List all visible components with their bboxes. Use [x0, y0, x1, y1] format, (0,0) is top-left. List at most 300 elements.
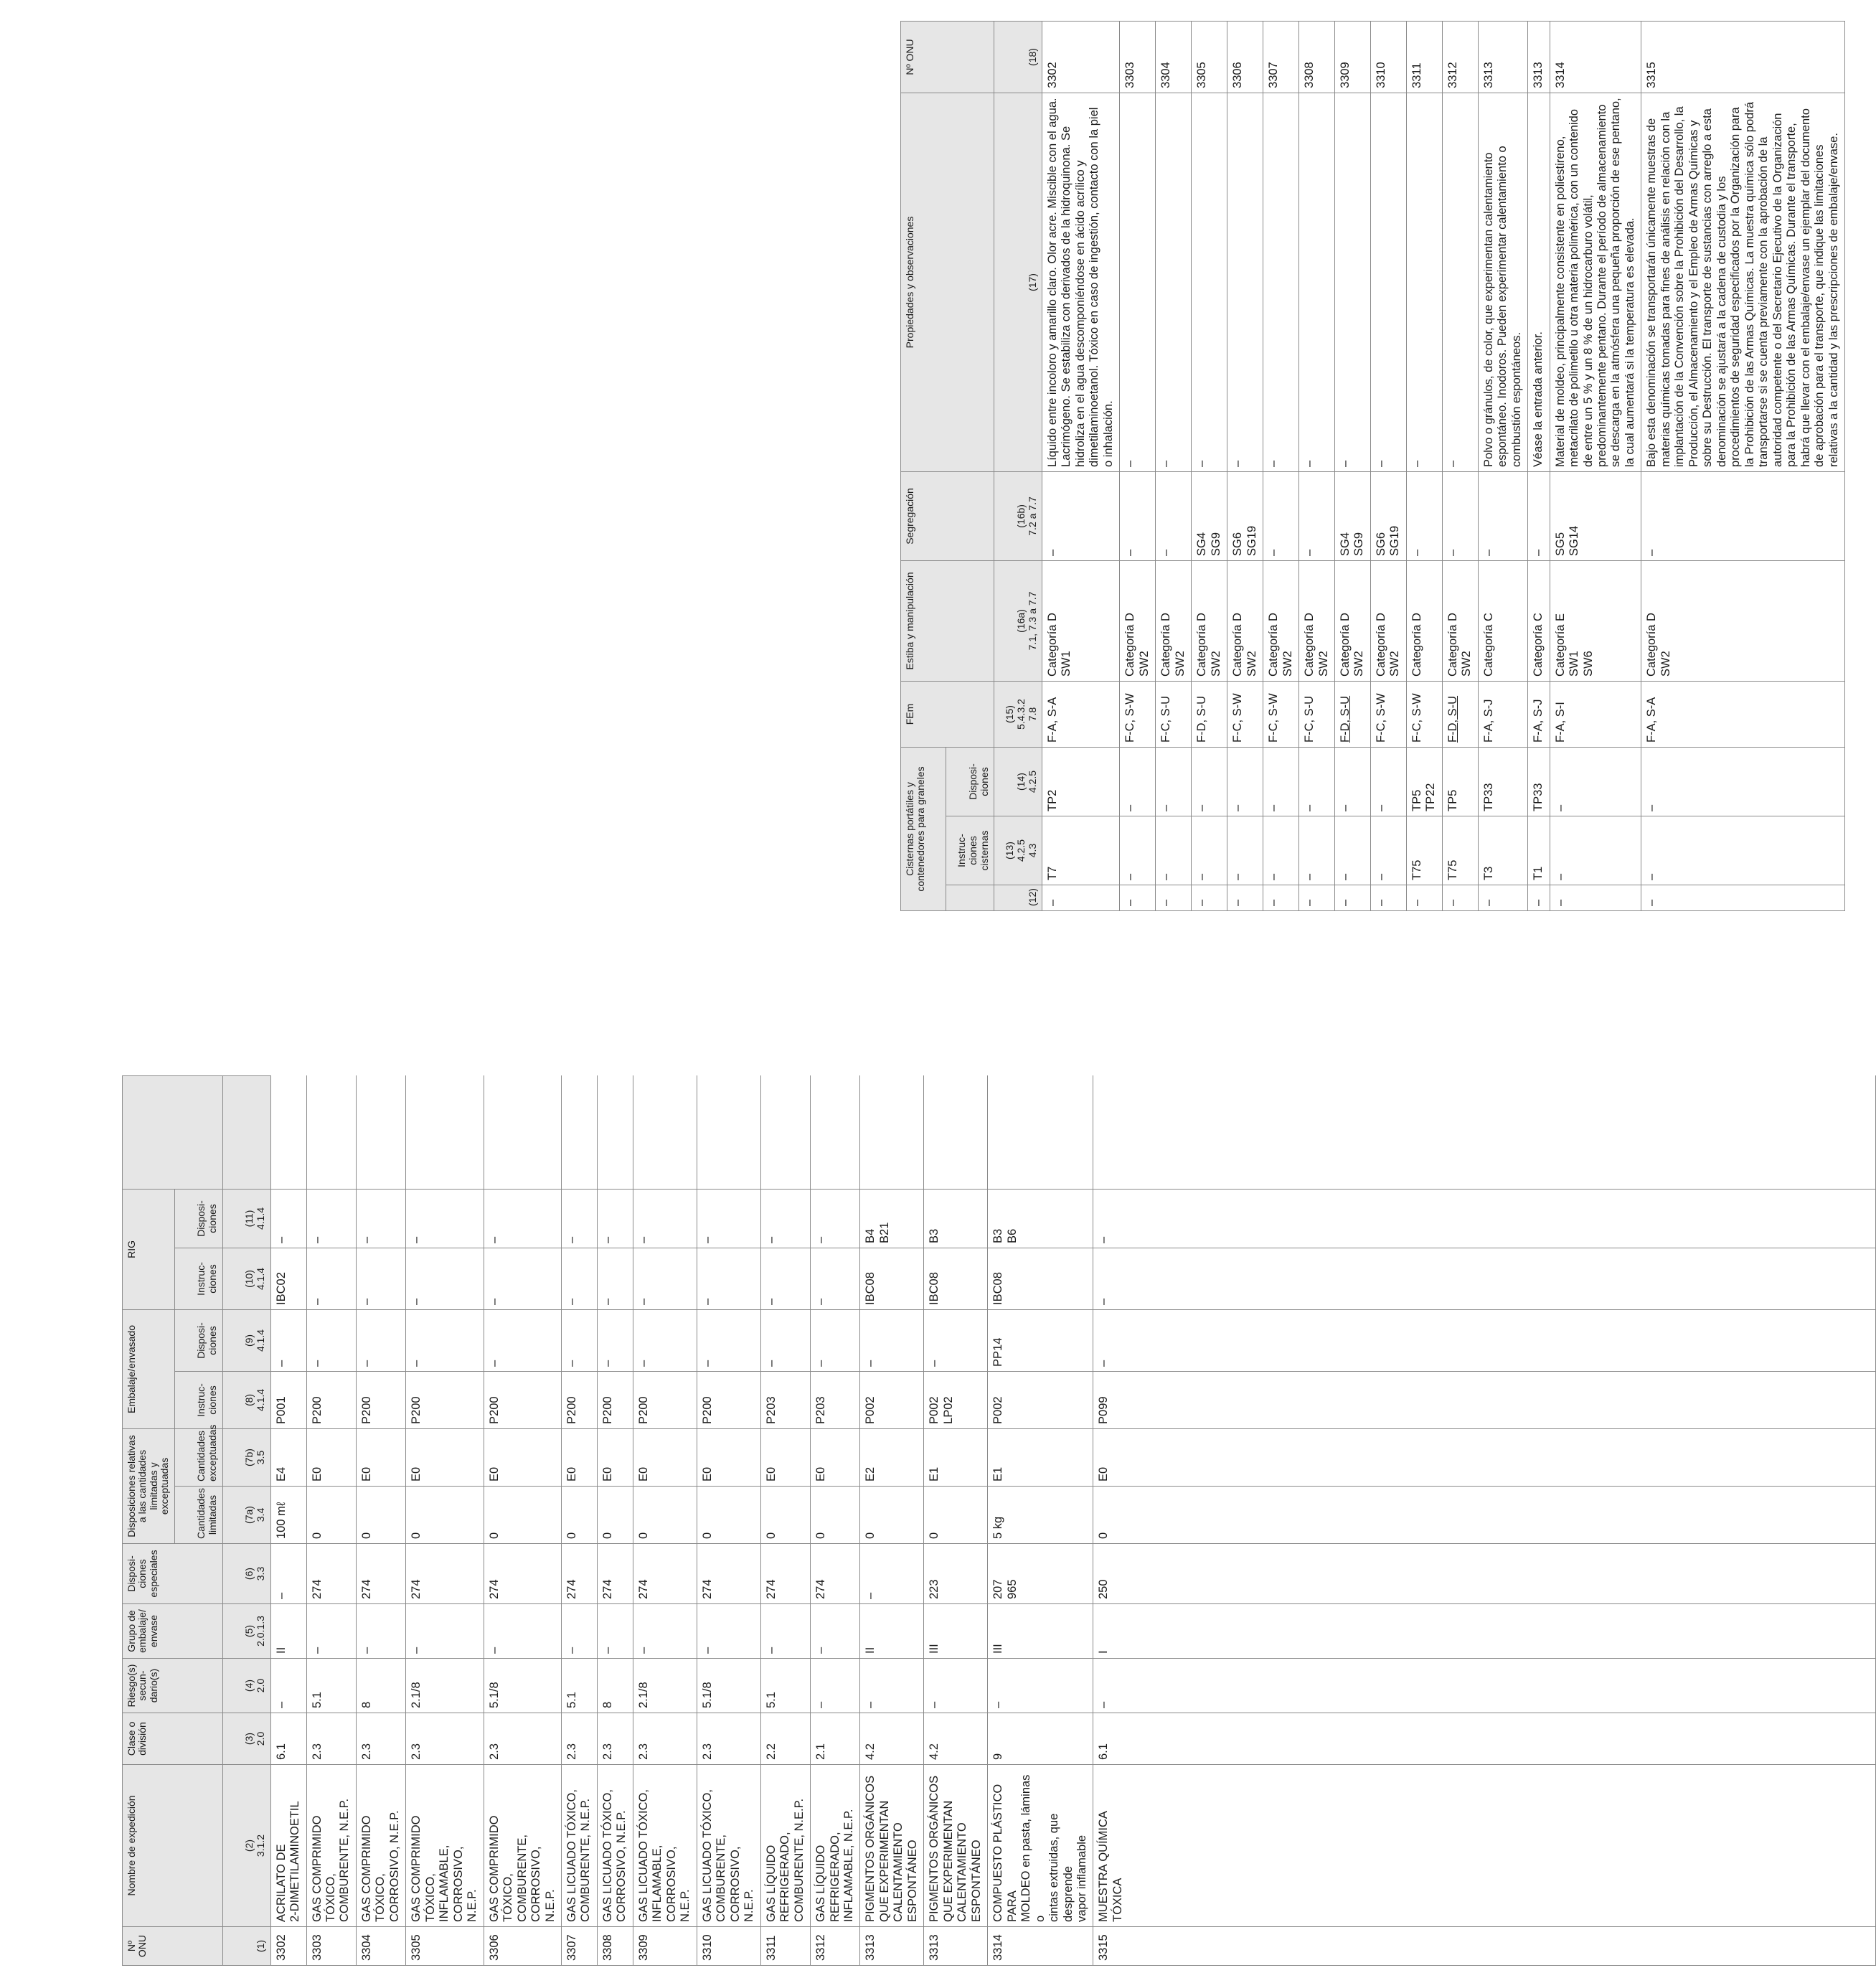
- cell-shipping-name: GAS LICUADO TÓXICO, CORROSIVO, N.E.P.: [597, 1765, 633, 1927]
- cell-shipping-name: GAS COMPRIMIDO TÓXICO, COMBURENTE, N.E.P.: [306, 1765, 356, 1927]
- cell-col12: –: [1192, 885, 1227, 911]
- cell-stowage: Categoría E SW1 SW6: [1550, 560, 1641, 681]
- header-un-number: Nº ONU: [123, 1927, 223, 1966]
- cell-col12: –: [1370, 885, 1406, 911]
- cell-special-provisions: 274: [697, 1544, 760, 1604]
- cell-properties: –: [1120, 93, 1156, 471]
- cell-packing-provision: –: [562, 1309, 598, 1371]
- cell-special-provisions: 274: [597, 1544, 633, 1604]
- cell-segregation: SG4 SG9: [1334, 471, 1370, 560]
- cell-subsidiary-risk: 2.1/8: [406, 1659, 484, 1713]
- cell-packing-instruction: P200: [484, 1371, 561, 1428]
- cell-shipping-name: GAS LICUADO TÓXICO, INFLAMABLE, CORROSIVO, N.E.P.: [633, 1765, 697, 1927]
- cell-excepted-quantity: E0: [697, 1428, 760, 1486]
- cell-packing-group: –: [306, 1604, 356, 1659]
- table-row: [484, 1075, 561, 1965]
- cell-packing-provision: –: [270, 1309, 306, 1371]
- cell-stowage: Categoría C: [1478, 560, 1527, 681]
- header-packing-group: Grupo de embalaje/ envase: [123, 1604, 223, 1659]
- cell-ibc-provision: B3: [924, 1189, 988, 1248]
- cell-class: 2.3: [484, 1713, 561, 1765]
- cell-col12: –: [1406, 885, 1442, 911]
- header-ibc-provisions: Disposi- ciones: [174, 1189, 222, 1248]
- cell-stowage: Categoría D: [1406, 560, 1442, 681]
- cell-subsidiary-risk: 5.1/8: [697, 1659, 760, 1713]
- cell-packing-group: –: [562, 1604, 598, 1659]
- cell-ems: F-C, S-U: [1156, 681, 1192, 747]
- cell-ibc-instruction: –: [811, 1248, 860, 1309]
- cell-ibc-instruction: IBC08: [924, 1248, 988, 1309]
- cell-packing-provision: –: [633, 1309, 697, 1371]
- cell-properties: –: [1334, 93, 1370, 471]
- cell-ems: F-D, S-U: [1192, 681, 1227, 747]
- cell-segregation: SG6 SG19: [1370, 471, 1406, 560]
- table-row: [1442, 21, 1478, 910]
- header-filler: [123, 1075, 223, 1189]
- cell-packing-instruction: P200: [597, 1371, 633, 1428]
- cell-excepted-quantity: E0: [484, 1428, 561, 1486]
- cell-tank-instruction: –: [1227, 816, 1263, 885]
- cell-limited-quantity: 0: [860, 1487, 924, 1544]
- cell-un-number: 3314: [1550, 21, 1641, 93]
- cell-packing-instruction: P200: [306, 1371, 356, 1428]
- cell-shipping-name: GAS COMPRIMIDO TÓXICO, INFLAMABLE, CORROSIVO, N.E.P.: [406, 1765, 484, 1927]
- cell-packing-provision: –: [597, 1309, 633, 1371]
- column-ref: (8) 4.1.4: [222, 1371, 270, 1428]
- dangerous-goods-table-left: [122, 1075, 1876, 1966]
- cell-special-provisions: 207 965: [988, 1544, 1093, 1604]
- cell-special-provisions: 274: [562, 1544, 598, 1604]
- cell-col12: –: [1227, 885, 1263, 911]
- table-row: [697, 1075, 760, 1965]
- cell-col12: –: [1299, 885, 1335, 911]
- cell-excepted-quantity: E1: [924, 1428, 988, 1486]
- cell-class: 9: [988, 1713, 1093, 1765]
- table-row: [860, 1075, 924, 1965]
- header-properties: Propiedades y observaciones: [901, 93, 994, 471]
- table-row: [1227, 21, 1263, 910]
- header-portable-tanks: Cisternas portátiles y contenedores para graneles: [901, 747, 946, 910]
- cell-limited-quantity: 0: [924, 1487, 988, 1544]
- cell-ibc-provision: –: [1093, 1189, 1876, 1248]
- cell-segregation: –: [1528, 471, 1550, 560]
- cell-packing-instruction: P203: [811, 1371, 860, 1428]
- cell-packing-group: II: [860, 1604, 924, 1659]
- cell-packing-group: III: [988, 1604, 1093, 1659]
- cell-ibc-instruction: –: [406, 1248, 484, 1309]
- cell-ibc-instruction: IBC08: [860, 1248, 924, 1309]
- cell-ibc-provision: –: [562, 1189, 598, 1248]
- cell-packing-provision: PP14: [988, 1309, 1093, 1371]
- cell-packing-provision: –: [484, 1309, 561, 1371]
- cell-properties: –: [1156, 93, 1192, 471]
- cell-col12: –: [1334, 885, 1370, 911]
- cell-ibc-instruction: –: [562, 1248, 598, 1309]
- cell-subsidiary-risk: –: [1093, 1659, 1876, 1713]
- cell-col12: –: [1528, 885, 1550, 911]
- cell-ibc-instruction: –: [1093, 1248, 1876, 1309]
- cell-packing-group: –: [811, 1604, 860, 1659]
- cell-class: 2.3: [597, 1713, 633, 1765]
- cell-ibc-provision: –: [697, 1189, 760, 1248]
- cell-subsidiary-risk: 5.1: [760, 1659, 810, 1713]
- cell-class: 2.3: [306, 1713, 356, 1765]
- cell-class: 2.3: [406, 1713, 484, 1765]
- cell-col12: –: [1263, 885, 1299, 911]
- cell-tank-provision: –: [1192, 747, 1227, 816]
- cell-tank-provision: –: [1370, 747, 1406, 816]
- cell-segregation: –: [1406, 471, 1442, 560]
- cell-special-provisions: –: [860, 1544, 924, 1604]
- cell-un-number: 3305: [1192, 21, 1227, 93]
- cell-stowage: Categoría D SW2: [1442, 560, 1478, 681]
- cell-ibc-instruction: –: [597, 1248, 633, 1309]
- table-row: [1641, 21, 1845, 910]
- cell-un-number: 3313: [1528, 21, 1550, 93]
- cell-stowage: Categoría C: [1528, 560, 1550, 681]
- cell-properties: Bajo esta denominación se transportarán únicamente muestras de materias químicas tomadas para fines de análisis en relación con la implantación de la Convención sobre la Prohibición del Desarrollo, la Producción, el Almacenamiento y el Empleo de Armas Químicas y sobre su Destrucción. El transporte de sustancias con arreglo a esta denominación se ajustará a la cadena de custodia y los procedimientos de seguridad especificados por la Organización para la Prohibición de las Armas Químicas. La muestra química sólo podrá transportarse si se cuenta previamente con la aprobación de la autoridad competente o del Secretario Ejecutivo de la Organización para la Prohibición de las Armas Químicas. Durante el transporte, habrá que llevar con el embalaje/envase un ejemplar del documento de aprobación para el transporte, que indique las limitaciones relativas a la cantidad y las prescripciones de embalaje/envase.: [1641, 93, 1845, 471]
- table-row: [1334, 21, 1370, 910]
- cell-stowage: Categoría D SW2: [1227, 560, 1263, 681]
- cell-stowage: Categoría D SW2: [1370, 560, 1406, 681]
- cell-shipping-name: GAS LICUADO TÓXICO, COMBURENTE, CORROSIVO, N.E.P.: [697, 1765, 760, 1927]
- column-ref: (7b) 3.5: [222, 1428, 270, 1486]
- table-row: [1370, 21, 1406, 910]
- cell-class: 6.1: [1093, 1713, 1876, 1765]
- cell-stowage: Categoría D SW2: [1263, 560, 1299, 681]
- cell-tank-instruction: –: [1120, 816, 1156, 885]
- cell-tank-instruction: –: [1370, 816, 1406, 885]
- cell-limited-quantity: 0: [562, 1487, 598, 1544]
- table-row: [270, 1075, 306, 1965]
- cell-tank-instruction: –: [1299, 816, 1335, 885]
- cell-ibc-provision: –: [406, 1189, 484, 1248]
- cell-tank-instruction: T75: [1442, 816, 1478, 885]
- cell-tank-provision: –: [1550, 747, 1641, 816]
- cell-special-provisions: 250: [1093, 1544, 1876, 1604]
- cell-properties: –: [1227, 93, 1263, 471]
- cell-packing-instruction: P200: [697, 1371, 760, 1428]
- cell-excepted-quantity: E4: [270, 1428, 306, 1486]
- cell-subsidiary-risk: 8: [356, 1659, 405, 1713]
- cell-subsidiary-risk: –: [860, 1659, 924, 1713]
- cell-tank-instruction: T1: [1528, 816, 1550, 885]
- cell-ibc-provision: –: [633, 1189, 697, 1248]
- cell-col12: –: [1120, 885, 1156, 911]
- header-tank-instructions: Instruc- ciones cisternas: [946, 816, 994, 885]
- cell-properties: –: [1299, 93, 1335, 471]
- cell-limited-quantity: 0: [484, 1487, 561, 1544]
- cell-un-number: 3313: [924, 1927, 988, 1966]
- table-row: [1478, 21, 1527, 910]
- table-row: [1550, 21, 1641, 910]
- header-subsidiary-risk: Riesgo(s) secun- dario(s): [123, 1659, 223, 1713]
- table-row: [1406, 21, 1442, 910]
- cell-filler: [633, 1075, 697, 1189]
- cell-un-number: 3302: [270, 1927, 306, 1966]
- cell-ibc-provision: –: [356, 1189, 405, 1248]
- cell-class: 6.1: [270, 1713, 306, 1765]
- cell-segregation: –: [1156, 471, 1192, 560]
- cell-limited-quantity: 0: [811, 1487, 860, 1544]
- cell-un-number: 3306: [1227, 21, 1263, 93]
- cell-stowage: Categoría D SW2: [1334, 560, 1370, 681]
- header-excepted-quantities: Cantidades exceptuadas: [174, 1428, 222, 1486]
- cell-limited-quantity: 0: [597, 1487, 633, 1544]
- table-row: [562, 1075, 598, 1965]
- cell-ems: F-A, S-A: [1042, 681, 1120, 747]
- cell-un-number: 3304: [1156, 21, 1192, 93]
- header-class: Clase o división: [123, 1713, 223, 1765]
- cell-tank-provision: TP5 TP22: [1406, 747, 1442, 816]
- header-packing-provisions: Disposi- ciones: [174, 1309, 222, 1371]
- cell-col12: –: [1442, 885, 1478, 911]
- cell-packing-provision: –: [406, 1309, 484, 1371]
- cell-un-number: 3311: [1406, 21, 1442, 93]
- cell-ibc-instruction: IBC08: [988, 1248, 1093, 1309]
- column-ref: (3) 2.0: [222, 1713, 270, 1765]
- cell-segregation: –: [1641, 471, 1845, 560]
- cell-filler: [306, 1075, 356, 1189]
- cell-limited-quantity: 0: [356, 1487, 405, 1544]
- cell-filler: [270, 1075, 306, 1189]
- cell-ibc-provision: –: [484, 1189, 561, 1248]
- table-row: [633, 1075, 697, 1965]
- cell-tank-provision: –: [1641, 747, 1845, 816]
- cell-un-number: 3305: [406, 1927, 484, 1966]
- header-col12: [946, 885, 994, 911]
- column-ref: (2) 3.1.2: [222, 1765, 270, 1927]
- cell-special-provisions: 274: [406, 1544, 484, 1604]
- cell-excepted-quantity: E0: [306, 1428, 356, 1486]
- cell-un-number: 3307: [562, 1927, 598, 1966]
- column-ref: (9) 4.1.4: [222, 1309, 270, 1371]
- table-row: [1156, 21, 1192, 910]
- cell-ems: F-C, S-W: [1370, 681, 1406, 747]
- cell-un-number: 3302: [1042, 21, 1120, 93]
- cell-packing-group: II: [270, 1604, 306, 1659]
- cell-ems: F-C, S-U: [1299, 681, 1335, 747]
- cell-filler: [356, 1075, 405, 1189]
- cell-class: 4.2: [924, 1713, 988, 1765]
- table-row: [1192, 21, 1227, 910]
- cell-stowage: Categoría D SW2: [1120, 560, 1156, 681]
- cell-excepted-quantity: E0: [562, 1428, 598, 1486]
- cell-ibc-provision: –: [270, 1189, 306, 1248]
- cell-class: 2.1: [811, 1713, 860, 1765]
- cell-filler: [597, 1075, 633, 1189]
- cell-stowage: Categoría D SW2: [1192, 560, 1227, 681]
- cell-packing-instruction: P002: [860, 1371, 924, 1428]
- cell-excepted-quantity: E1: [988, 1428, 1093, 1486]
- cell-limited-quantity: 100 mℓ: [270, 1487, 306, 1544]
- cell-ems: F-C, S-W: [1120, 681, 1156, 747]
- cell-shipping-name: PIGMENTOS ORGÁNICOS QUE EXPERIMENTAN CALENTAMIENTO ESPONTÁNEO: [924, 1765, 988, 1927]
- column-ref: (16b) 7.2 a 7.7: [994, 471, 1042, 560]
- cell-un-number: 3310: [697, 1927, 760, 1966]
- cell-subsidiary-risk: 5.1: [306, 1659, 356, 1713]
- cell-ibc-provision: B4 B21: [860, 1189, 924, 1248]
- cell-packing-provision: –: [306, 1309, 356, 1371]
- cell-ibc-instruction: –: [306, 1248, 356, 1309]
- cell-ibc-provision: –: [760, 1189, 810, 1248]
- column-ref: (10) 4.1.4: [222, 1248, 270, 1309]
- cell-tank-provision: TP33: [1528, 747, 1550, 816]
- cell-excepted-quantity: E0: [1093, 1428, 1876, 1486]
- cell-un-number: 3313: [1478, 21, 1527, 93]
- column-ref: (15) 5.4.3.2 7.8: [994, 681, 1042, 747]
- cell-packing-provision: –: [811, 1309, 860, 1371]
- column-ref: (1): [222, 1927, 270, 1966]
- cell-excepted-quantity: E0: [356, 1428, 405, 1486]
- cell-special-provisions: 274: [760, 1544, 810, 1604]
- table-row: [406, 1075, 484, 1965]
- cell-properties: Material de moldeo, principalmente consistente en poliestireno, metacrilato de polimetilo u otra materia polimérica, con un contenido de entre un 5 % y un 8 % de un hidrocarburo volátil, predominantemente pentano. Durante el período de almacenamiento se descarga en la atmósfera una pequeña proporción de ese pentano, la cual aumentará si la temperatura es elevada.: [1550, 93, 1641, 471]
- cell-packing-provision: –: [356, 1309, 405, 1371]
- cell-limited-quantity: 0: [406, 1487, 484, 1544]
- cell-subsidiary-risk: 8: [597, 1659, 633, 1713]
- column-reference-row-right: [994, 21, 1042, 910]
- cell-ems: F-C, S-W: [1263, 681, 1299, 747]
- table-row: [988, 1075, 1093, 1965]
- cell-filler: [924, 1075, 988, 1189]
- cell-ibc-instruction: –: [697, 1248, 760, 1309]
- cell-shipping-name: MUESTRA QUÍMICA TÓXICA: [1093, 1765, 1876, 1927]
- cell-tank-provision: TP33: [1478, 747, 1527, 816]
- cell-subsidiary-risk: –: [270, 1659, 306, 1713]
- cell-tank-provision: –: [1334, 747, 1370, 816]
- cell-col12: –: [1042, 885, 1120, 911]
- column-ref: (6) 3.3: [222, 1544, 270, 1604]
- cell-filler: [484, 1075, 561, 1189]
- cell-un-number: 3303: [306, 1927, 356, 1966]
- cell-segregation: –: [1442, 471, 1478, 560]
- cell-shipping-name: COMPUESTO PLÁSTICO PARA MOLDEO en pasta, láminas o cintas extruidas, que desprende vapor inflamable: [988, 1765, 1093, 1927]
- cell-un-number: 3312: [811, 1927, 860, 1966]
- cell-packing-instruction: P099: [1093, 1371, 1876, 1428]
- cell-segregation: –: [1299, 471, 1335, 560]
- cell-ibc-instruction: –: [760, 1248, 810, 1309]
- cell-properties: –: [1442, 93, 1478, 471]
- cell-limited-quantity: 0: [306, 1487, 356, 1544]
- cell-special-provisions: –: [270, 1544, 306, 1604]
- cell-stowage: Categoría D SW2: [1299, 560, 1335, 681]
- cell-packing-group: –: [760, 1604, 810, 1659]
- cell-stowage: Categoría D SW1: [1042, 560, 1120, 681]
- cell-shipping-name: GAS LICUADO TÓXICO, COMBURENTE, N.E.P.: [562, 1765, 598, 1927]
- cell-tank-instruction: T75: [1406, 816, 1442, 885]
- cell-tank-instruction: –: [1263, 816, 1299, 885]
- cell-special-provisions: 223: [924, 1544, 988, 1604]
- cell-ems: F-A, S-I: [1550, 681, 1641, 747]
- table-row: [811, 1075, 860, 1965]
- cell-un-number: 3313: [860, 1927, 924, 1966]
- header-un-number-right: Nº ONU: [901, 21, 994, 93]
- cell-filler: [988, 1075, 1093, 1189]
- cell-un-number: 3304: [356, 1927, 405, 1966]
- cell-shipping-name: GAS LÍQUIDO REFRIGERADO, INFLAMABLE, N.E.P.: [811, 1765, 860, 1927]
- table-row: [924, 1075, 988, 1965]
- cell-tank-provision: –: [1156, 747, 1192, 816]
- cell-subsidiary-risk: –: [988, 1659, 1093, 1713]
- cell-limited-quantity: 0: [697, 1487, 760, 1544]
- cell-ems: F-A, S-J: [1528, 681, 1550, 747]
- table-row: [1042, 21, 1120, 910]
- column-ref: (17): [994, 93, 1042, 471]
- cell-un-number: 3315: [1093, 1927, 1876, 1966]
- cell-class: 4.2: [860, 1713, 924, 1765]
- cell-shipping-name: GAS LÍQUIDO REFRIGERADO, COMBURENTE, N.E.P.: [760, 1765, 810, 1927]
- cell-packing-instruction: P203: [760, 1371, 810, 1428]
- cell-subsidiary-risk: –: [811, 1659, 860, 1713]
- column-ref: (5) 2.0.1.3: [222, 1604, 270, 1659]
- cell-properties: Véase la entrada anterior.: [1528, 93, 1550, 471]
- cell-segregation: –: [1120, 471, 1156, 560]
- cell-ems: F-A, S-J: [1478, 681, 1527, 747]
- cell-segregation: SG4 SG9: [1192, 471, 1227, 560]
- column-ref: (13) 4.2.5 4.3: [994, 816, 1042, 885]
- header-ibc-instructions: Instruc- ciones: [174, 1248, 222, 1309]
- cell-class: 2.3: [562, 1713, 598, 1765]
- cell-packing-instruction: P001: [270, 1371, 306, 1428]
- cell-properties: –: [1370, 93, 1406, 471]
- cell-excepted-quantity: E0: [760, 1428, 810, 1486]
- cell-un-number: 3311: [760, 1927, 810, 1966]
- header-tank-provisions: Disposi- ciones: [946, 747, 994, 816]
- cell-excepted-quantity: E0: [406, 1428, 484, 1486]
- cell-filler: [760, 1075, 810, 1189]
- cell-class: 2.3: [633, 1713, 697, 1765]
- cell-properties: –: [1406, 93, 1442, 471]
- cell-shipping-name: GAS COMPRIMIDO TÓXICO, COMBURENTE, CORROSIVO, N.E.P.: [484, 1765, 561, 1927]
- column-ref: (7a) 3.4: [222, 1487, 270, 1544]
- cell-ems: F-C, S-W: [1406, 681, 1442, 747]
- cell-segregation: SG5 SG14: [1550, 471, 1641, 560]
- table-row: [1263, 21, 1299, 910]
- cell-ibc-provision: –: [306, 1189, 356, 1248]
- cell-class: 2.3: [356, 1713, 405, 1765]
- cell-tank-instruction: T3: [1478, 816, 1527, 885]
- cell-special-provisions: 274: [484, 1544, 561, 1604]
- cell-ibc-instruction: –: [356, 1248, 405, 1309]
- cell-un-number: 3309: [1334, 21, 1370, 93]
- cell-limited-quantity: 5 kg: [988, 1487, 1093, 1544]
- table-row: [760, 1075, 810, 1965]
- cell-ems: F-D, S-U: [1334, 681, 1370, 747]
- cell-excepted-quantity: E0: [811, 1428, 860, 1486]
- cell-subsidiary-risk: 5.1/8: [484, 1659, 561, 1713]
- cell-tank-instruction: T7: [1042, 816, 1120, 885]
- cell-packing-instruction: P200: [406, 1371, 484, 1428]
- cell-un-number: 3315: [1641, 21, 1845, 93]
- cell-excepted-quantity: E2: [860, 1428, 924, 1486]
- table-row: [597, 1075, 633, 1965]
- cell-shipping-name: PIGMENTOS ORGÁNICOS QUE EXPERIMENTAN CALENTAMIENTO ESPONTÁNEO: [860, 1765, 924, 1927]
- cell-properties: –: [1192, 93, 1227, 471]
- cell-packing-provision: –: [697, 1309, 760, 1371]
- table-row: [1093, 1075, 1876, 1965]
- table-row: [1528, 21, 1550, 910]
- cell-packing-instruction: P002: [988, 1371, 1093, 1428]
- table-row: [1120, 21, 1156, 910]
- cell-stowage: Categoría D SW2: [1156, 560, 1192, 681]
- cell-special-provisions: 274: [633, 1544, 697, 1604]
- cell-packing-instruction: P200: [356, 1371, 405, 1428]
- cell-un-number: 3303: [1120, 21, 1156, 93]
- cell-subsidiary-risk: 2.1/8: [633, 1659, 697, 1713]
- cell-tank-provision: –: [1299, 747, 1335, 816]
- cell-ems: F-D, S-U: [1442, 681, 1478, 747]
